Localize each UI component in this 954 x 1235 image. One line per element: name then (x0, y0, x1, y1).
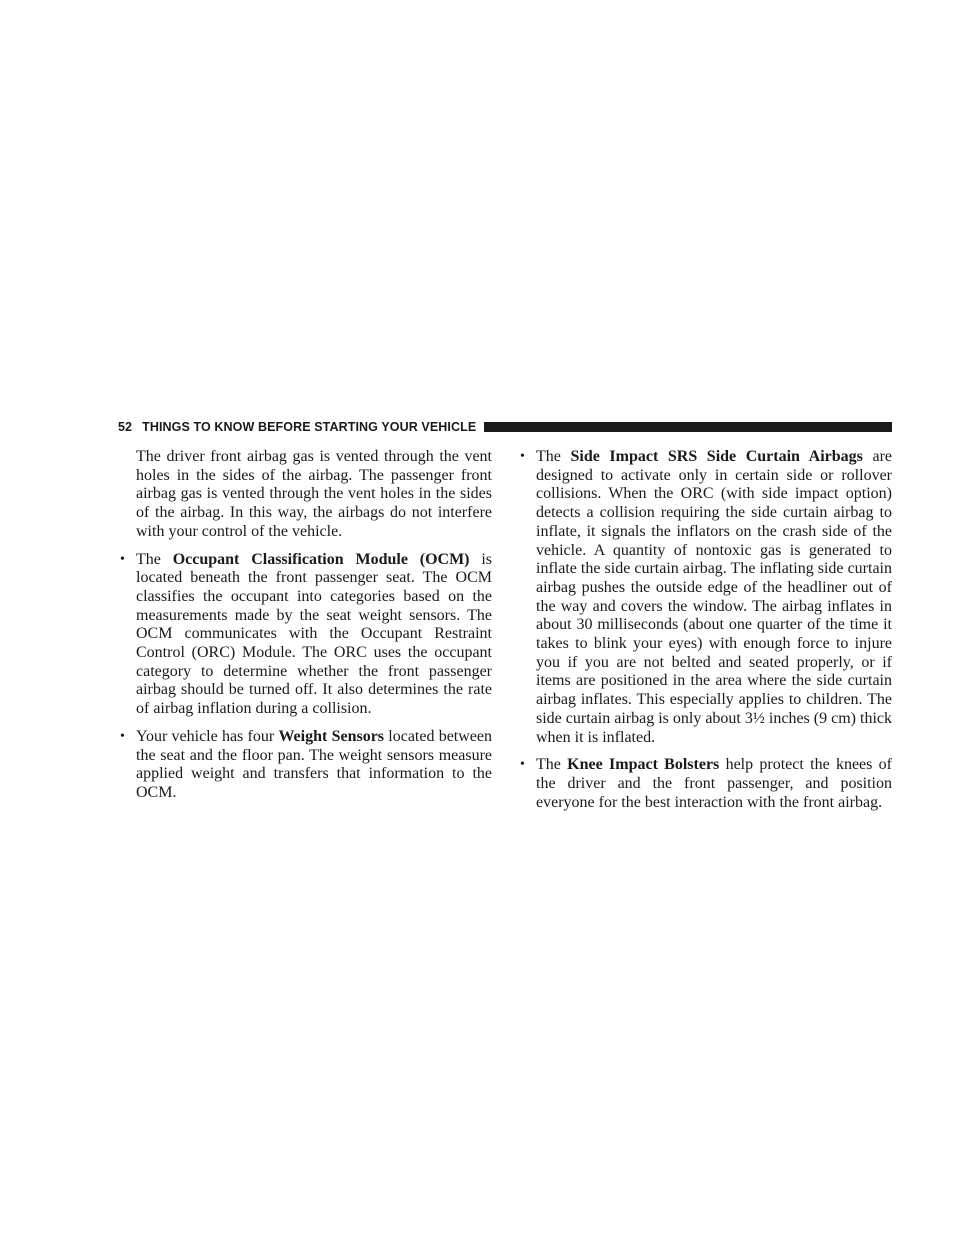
bullet-weight-pre: Your vehicle has four (136, 727, 279, 745)
bullet-knee-bolsters (518, 756, 892, 812)
header-rule (484, 422, 892, 432)
bullet-ocm-term: Occupant Classification Module (OCM) (172, 550, 470, 568)
bullet-icon: • (520, 449, 525, 464)
bullet-ocm-pre: The (136, 550, 173, 568)
bullet-icon: • (120, 728, 125, 744)
section-title: THINGS TO KNOW BEFORE STARTING YOUR VEHICLE (142, 420, 477, 434)
bullet-knee-term: Knee Impact Bolsters (567, 756, 720, 774)
bullet-icon: • (120, 551, 125, 567)
bullet-weight-term: Weight Sensors (278, 727, 385, 745)
bullet-weight-sensors (118, 728, 492, 803)
bullet-ocm (118, 551, 492, 719)
bullet-curtain-post: are designed to activate only in certain side or rollover collisions. When the ORC (with side impact option) detects a collision requiring the side curtain airbag to inflate, it signals the inflators on the crash side of the vehicle. A quantity of nontoxic gas is generated to inflate the side curtain airbag. The inflating side curtain airbag pushes the outside edge of the headliner out of the way and covers the window. The airbag inflates in about 30 milliseconds (about one quarter of the time it takes to blink your eyes) with enough force to injure you if you are not belted and seated properly, or if items are positioned in the area where the side curtain airbag inflates. This especially applies to children. The side curtain airbag is only about 3½ inches (9 cm) thick when it is inflated. (536, 448, 893, 746)
bullet-knee-post: help protect the knees of the driver and the front passenger, and position everyone for the best interaction with the front airbag. (536, 756, 892, 811)
bullet-curtain-term: Side Impact SRS Side Curtain Airbags (570, 448, 863, 465)
bullet-icon: • (520, 757, 525, 773)
bullet-side-curtain (518, 448, 892, 747)
page-number: 52 (118, 420, 133, 434)
page-header (118, 418, 892, 436)
right-column (518, 448, 892, 821)
left-column (118, 448, 492, 812)
bullet-weight-post: located between the seat and the floor pan. The weight sensors measure applied weight and transfers that information to the OCM. (136, 727, 493, 801)
bullet-knee-pre: The (536, 756, 568, 774)
bullet-ocm-post: is located beneath the front passenger seat. The OCM classifies the occupant into categories based on the measurements made by the seat weight sensors. The OCM communicates with the Occupant Restraint Control (ORC) Module. The ORC uses the occupant category to determine whether the front passenger airbag should be turned off. It also determines the rate of airbag inflation during a collision. (136, 550, 492, 718)
bullet-curtain-pre: The (536, 448, 571, 465)
intro-paragraph: The driver front airbag gas is vented through the vent holes in the sides of the airbag. The passenger front airbag gas is vented through the vent holes in the sides of the airbag. In this way, the airbags do not interfere with your control of the vehicle. (136, 448, 492, 540)
